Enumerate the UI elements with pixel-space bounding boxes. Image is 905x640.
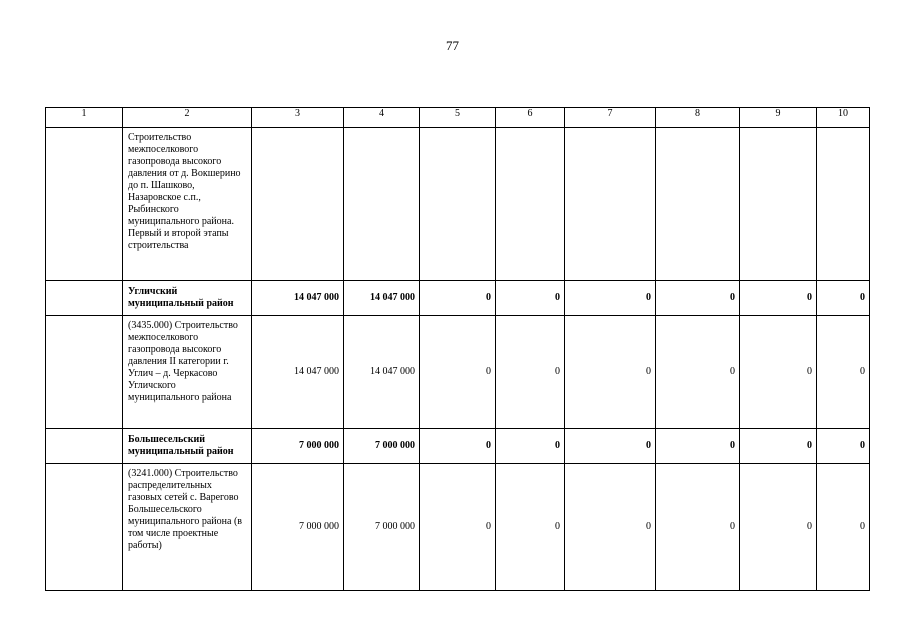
object-name-cell: (3241.000) Строительство распределительных газовых сетей с. Варегово Большесельского муниципального района (в том числе проектные работы) — [123, 464, 252, 591]
value-cell: 0 — [656, 281, 740, 316]
value-cell — [656, 128, 740, 281]
object-name-cell: (3435.000) Строительство межпоселкового газопровода высокого давления II категории г. Углич – д. Черкасово Угличского муниципального района — [123, 316, 252, 429]
value-cell: 0 — [656, 316, 740, 429]
value-cell: 0 — [817, 316, 870, 429]
value-cell — [817, 128, 870, 281]
district-name-cell: Большесельский муниципальный район — [123, 429, 252, 464]
table-row — [46, 316, 870, 429]
value-cell: 14 047 000 — [344, 316, 420, 429]
value-cell: 0 — [420, 429, 496, 464]
column-header: 8 — [656, 108, 740, 128]
district-subtotal-row — [46, 429, 870, 464]
column-header: 4 — [344, 108, 420, 128]
value-cell — [740, 128, 817, 281]
value-cell: 14 047 000 — [252, 281, 344, 316]
value-cell: 0 — [656, 429, 740, 464]
value-cell — [344, 128, 420, 281]
index-cell — [46, 316, 123, 429]
value-cell: 0 — [496, 429, 565, 464]
value-cell — [565, 128, 656, 281]
value-cell: 7 000 000 — [344, 464, 420, 591]
value-cell: 0 — [420, 464, 496, 591]
district-subtotal-row — [46, 281, 870, 316]
value-cell — [252, 128, 344, 281]
value-cell: 0 — [565, 429, 656, 464]
index-cell — [46, 464, 123, 591]
column-header: 9 — [740, 108, 817, 128]
index-cell — [46, 281, 123, 316]
value-cell — [420, 128, 496, 281]
column-header: 6 — [496, 108, 565, 128]
value-cell: 0 — [740, 429, 817, 464]
value-cell: 0 — [565, 281, 656, 316]
value-cell: 0 — [740, 316, 817, 429]
value-cell: 7 000 000 — [252, 464, 344, 591]
column-header: 7 — [565, 108, 656, 128]
value-cell: 0 — [740, 464, 817, 591]
budget-table — [45, 107, 870, 591]
table-row — [46, 128, 870, 281]
index-cell — [46, 128, 123, 281]
value-cell: 0 — [496, 281, 565, 316]
column-header: 1 — [46, 108, 123, 128]
table-row — [46, 464, 870, 591]
value-cell: 0 — [420, 316, 496, 429]
value-cell: 14 047 000 — [252, 316, 344, 429]
value-cell: 0 — [496, 316, 565, 429]
value-cell — [496, 128, 565, 281]
column-number-header-row — [46, 108, 870, 128]
value-cell: 0 — [565, 316, 656, 429]
object-name-cell: Строительство межпоселкового газопровода высокого давления от д. Вокшерино до п. Шашково, Назаровское с.п., Рыбинского муниципального района. Первый и второй этапы строительства — [123, 128, 252, 281]
column-header: 5 — [420, 108, 496, 128]
column-header: 2 — [123, 108, 252, 128]
value-cell: 0 — [420, 281, 496, 316]
value-cell: 0 — [656, 464, 740, 591]
district-name-cell: Угличский муниципальный район — [123, 281, 252, 316]
column-header: 3 — [252, 108, 344, 128]
value-cell: 0 — [817, 464, 870, 591]
page-number: 77 — [446, 38, 459, 53]
column-header: 10 — [817, 108, 870, 128]
value-cell: 0 — [817, 281, 870, 316]
index-cell — [46, 429, 123, 464]
value-cell: 0 — [496, 464, 565, 591]
value-cell: 0 — [565, 464, 656, 591]
value-cell: 7 000 000 — [344, 429, 420, 464]
value-cell: 0 — [740, 281, 817, 316]
value-cell: 7 000 000 — [252, 429, 344, 464]
value-cell: 14 047 000 — [344, 281, 420, 316]
value-cell: 0 — [817, 429, 870, 464]
